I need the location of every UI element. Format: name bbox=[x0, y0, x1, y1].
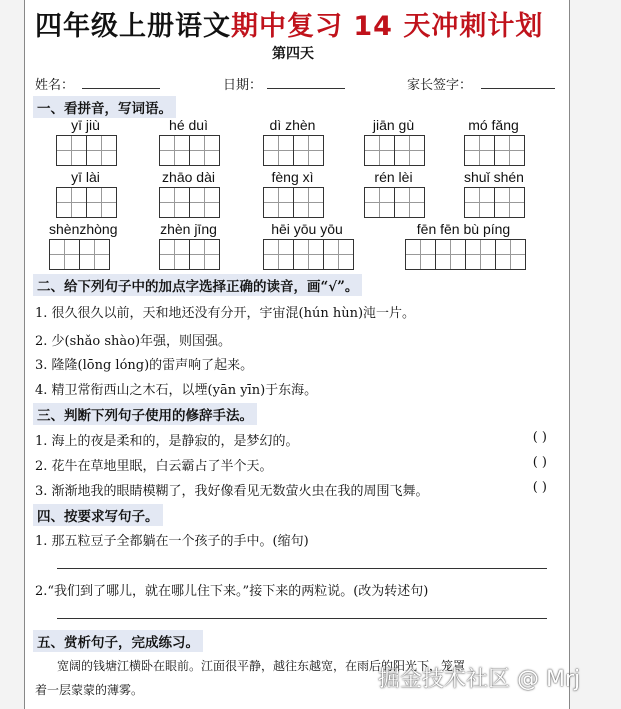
pinyin-label: zhèn jīng bbox=[160, 221, 217, 237]
pinyin-label: yī lài bbox=[71, 169, 100, 185]
pinyin-label: dì zhèn bbox=[269, 117, 316, 133]
answer-paren[interactable]: ( ) bbox=[532, 480, 547, 495]
tian-grid-box[interactable] bbox=[86, 187, 117, 218]
writing-boxes[interactable] bbox=[159, 239, 219, 270]
tian-grid-box[interactable] bbox=[159, 135, 190, 166]
tian-grid-box[interactable] bbox=[364, 187, 395, 218]
answer-line[interactable] bbox=[57, 568, 547, 569]
tian-grid-box[interactable] bbox=[79, 239, 110, 270]
writing-boxes[interactable] bbox=[364, 135, 424, 166]
tian-grid-box[interactable] bbox=[495, 239, 526, 270]
tian-grid-box[interactable] bbox=[394, 135, 425, 166]
tian-grid-box[interactable] bbox=[464, 135, 495, 166]
tian-grid-box[interactable] bbox=[159, 187, 190, 218]
writing-boxes[interactable] bbox=[263, 135, 323, 166]
pinyin-label: shuǐ shén bbox=[464, 169, 524, 185]
tian-grid-box[interactable] bbox=[323, 239, 354, 270]
writing-boxes[interactable] bbox=[56, 135, 116, 166]
worksheet-page bbox=[24, 0, 570, 709]
tian-grid-box[interactable] bbox=[465, 239, 496, 270]
s3-q3: 3. 渐渐地我的眼睛模糊了，我好像看见无数萤火虫在我的周围飞舞。 bbox=[35, 484, 429, 499]
s2-q2: 2. 少(shǎo shào)年强，则国强。 bbox=[35, 334, 232, 349]
writing-boxes[interactable] bbox=[464, 187, 524, 218]
tian-grid-box[interactable] bbox=[435, 239, 466, 270]
tian-grid-box[interactable] bbox=[293, 135, 324, 166]
pinyin-label: shènzhòng bbox=[49, 221, 118, 237]
tian-grid-box[interactable] bbox=[293, 187, 324, 218]
answer-paren[interactable]: ( ) bbox=[532, 430, 547, 445]
s3-q1: 1. 海上的夜是柔和的，是静寂的，是梦幻的。 bbox=[35, 434, 299, 449]
s3-q2: 2. 花牛在草地里眠，白云霸占了半个天。 bbox=[35, 459, 273, 474]
writing-boxes[interactable] bbox=[464, 135, 524, 166]
answer-paren[interactable]: ( ) bbox=[532, 455, 547, 470]
s4-q2: 2.“我们到了哪儿，就在哪儿住下来。”接下来的两粒说。(改为转述句) bbox=[35, 584, 429, 599]
tian-grid-box[interactable] bbox=[394, 187, 425, 218]
section-1-heading: 一、看拼音，写词语。 bbox=[33, 96, 176, 118]
date-label: 日期： bbox=[223, 78, 263, 93]
tian-grid-box[interactable] bbox=[464, 187, 495, 218]
tian-grid-box[interactable] bbox=[263, 135, 294, 166]
tian-grid-box[interactable] bbox=[494, 187, 525, 218]
s4-q1: 1. 那五粒豆子全都躺在一个孩子的手中。(缩句) bbox=[35, 534, 309, 549]
tian-grid-box[interactable] bbox=[494, 135, 525, 166]
writing-boxes[interactable] bbox=[364, 187, 424, 218]
day-subtitle: 第四天 bbox=[272, 46, 314, 62]
section-2-heading: 二、给下列句子中的加点字选择正确的读音，画“√”。 bbox=[33, 274, 362, 296]
pinyin-label: rén lèi bbox=[374, 169, 413, 185]
writing-boxes[interactable] bbox=[56, 187, 116, 218]
tian-grid-box[interactable] bbox=[263, 187, 294, 218]
section-5-heading: 五、赏析句子，完成练习。 bbox=[33, 630, 203, 652]
passage-line-1: 宽阔的钱塘江横卧在眼前。江面很平静，越往东越宽，在雨后的阳光下，笼罩 bbox=[57, 659, 466, 673]
tian-grid-box[interactable] bbox=[263, 239, 294, 270]
pinyin-label: mó fǎng bbox=[468, 117, 519, 133]
name-label: 姓名： bbox=[35, 78, 75, 93]
tian-grid-box[interactable] bbox=[49, 239, 80, 270]
tian-grid-box[interactable] bbox=[189, 187, 220, 218]
writing-boxes[interactable] bbox=[159, 187, 219, 218]
answer-line[interactable] bbox=[57, 618, 547, 619]
pinyin-label: hēi yōu yōu bbox=[271, 221, 343, 237]
pinyin-label: fèng xì bbox=[271, 169, 314, 185]
tian-grid-box[interactable] bbox=[364, 135, 395, 166]
tian-grid-box[interactable] bbox=[293, 239, 324, 270]
writing-boxes[interactable] bbox=[263, 187, 323, 218]
section-3-heading: 三、判断下列句子使用的修辞手法。 bbox=[33, 403, 257, 425]
passage-line-2: 着一层蒙蒙的薄雾。 bbox=[35, 683, 144, 697]
tian-grid-box[interactable] bbox=[159, 239, 190, 270]
tian-grid-box[interactable] bbox=[405, 239, 436, 270]
writing-boxes[interactable] bbox=[263, 239, 353, 270]
sign-label: 家长签字： bbox=[407, 78, 473, 93]
s2-q4: 4. 精卫常衔西山之木石，以堙(yān yīn)于东海。 bbox=[35, 383, 318, 398]
writing-boxes[interactable] bbox=[159, 135, 219, 166]
tian-grid-box[interactable] bbox=[56, 187, 87, 218]
tian-grid-box[interactable] bbox=[189, 239, 220, 270]
pinyin-label: jiān gù bbox=[372, 117, 415, 133]
writing-boxes[interactable] bbox=[49, 239, 109, 270]
pinyin-label: yī jiù bbox=[71, 117, 100, 133]
pinyin-label: zhāo dài bbox=[162, 169, 215, 185]
section-4-heading: 四、按要求写句子。 bbox=[33, 504, 163, 526]
watermark: 掘金技术社区 @ Mrj bbox=[378, 667, 581, 692]
pinyin-label: hé duì bbox=[169, 117, 208, 133]
page-title: 四年级上册语文期中复习 14 天冲刺计划 bbox=[35, 11, 544, 42]
tian-grid-box[interactable] bbox=[189, 135, 220, 166]
writing-boxes[interactable] bbox=[405, 239, 525, 270]
s2-q3: 3. 隆隆(lōng lóng)的雷声响了起来。 bbox=[35, 358, 254, 373]
tian-grid-box[interactable] bbox=[56, 135, 87, 166]
pinyin-label: fēn fēn bù píng bbox=[416, 221, 511, 237]
tian-grid-box[interactable] bbox=[86, 135, 117, 166]
s2-q1: 1. 很久很久以前，天和地还没有分开，宇宙混(hún hùn)沌一片。 bbox=[35, 306, 416, 321]
